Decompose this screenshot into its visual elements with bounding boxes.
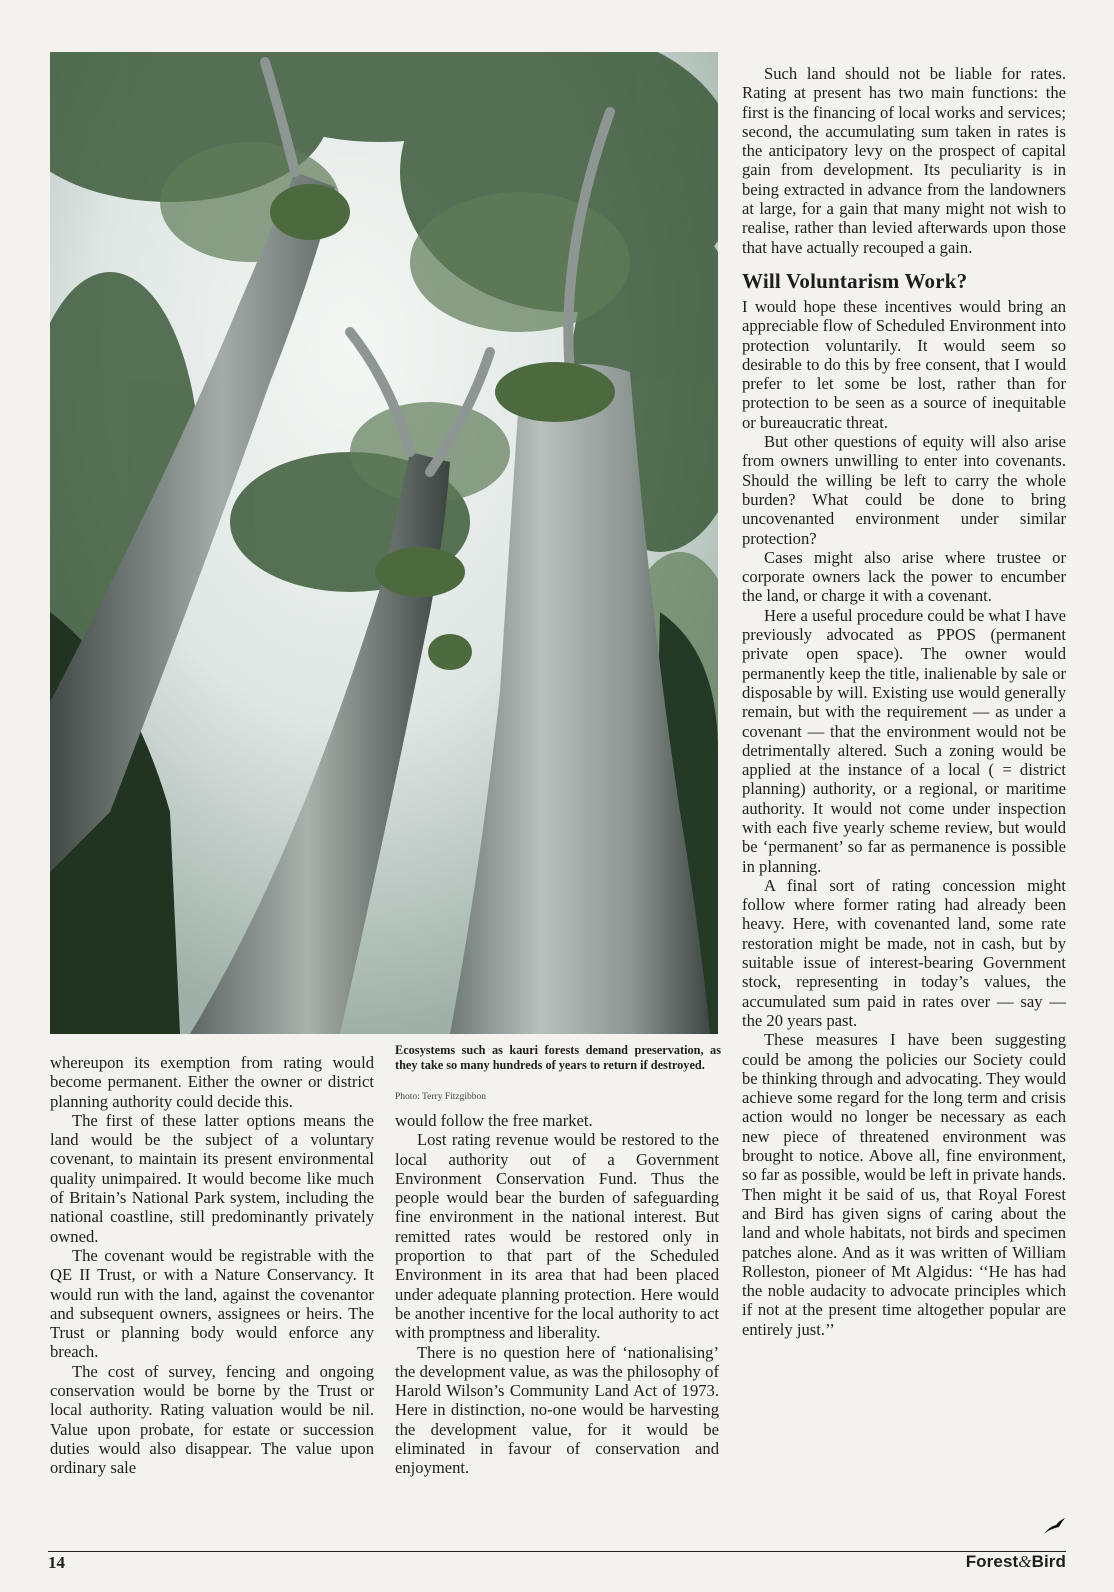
article-column-1: [50, 1053, 374, 1478]
photo-caption: Ecosystems such as kauri forests demand preservation, as they take so many hundreds of years to return if destroyed.: [395, 1043, 721, 1072]
magazine-name-ampersand: &: [1018, 1552, 1032, 1571]
paragraph: whereupon its exemption from rating would become permanent. Either the owner or district planning authority could decide this.: [50, 1053, 374, 1111]
magazine-name: [966, 1552, 1066, 1572]
kauri-forest-photo: [50, 52, 718, 1034]
kauri-trees-illustration: [50, 52, 718, 1034]
paragraph: These measures I have been suggesting could be among the policies our Society could be thinking through and advocating. They would achieve some regard for the long term and crisis action would no longer be necessary as each new piece of threatened environment was brought to notice. Above all, fine environment, so far as possible, would be left in private hands. Then might it be said of us, that Royal Forest and Bird has given signs of caring about the land and whole habitats, not birds and specimen patches alone. And as it was written of William Rolleston, pioneer of Mt Algidus: ‘‘He has had the noble audacity to advocate principles which if not at the present time altogether popular are entirely just.’’: [742, 1030, 1066, 1339]
paragraph: There is no question here of ‘nationalising’ the development value, as was the philosophy of Harold Wilson’s Community Land Act of 1973. Here in distinction, no-one would be harvesting the development value, for it would be eliminated in favour of conservation and enjoyment.: [395, 1342, 719, 1478]
paragraph: The covenant would be registrable with the QE II Trust, or with a Nature Conservancy. It would run with the land, against the covenantor and subsequent owners, assignees or heirs. The Trust or planning body would enforce any breach.: [50, 1245, 374, 1362]
paragraph: But other questions of equity will also arise from owners unwilling to enter into covenants. Should the willing be left to carry the whole burden? What could be done to bring uncovenanted environment under similar protection?: [742, 432, 1066, 548]
article-column-3: [742, 64, 1066, 1339]
magazine-name-bird: Bird: [1031, 1552, 1066, 1571]
paragraph: would follow the free market.: [395, 1111, 593, 1130]
magazine-name-forest: Forest: [965, 1552, 1019, 1571]
paragraph: Lost rating revenue would be restored to the local authority out of a Government Environment Conservation Fund. Thus the people would bear the burden of safeguarding fine environment in the national interest. But remitted rates would be restored only in proportion to that part of the Scheduled Environment in its area that had been placed under adequate planning protection. Here would be another incentive for the local authority to act with promptness and liberality.: [395, 1130, 719, 1343]
paragraph: Such land should not be liable for rates. Rating at present has two main functions: the first is the financing of local works and services; second, the accumulating sum taken in rates is the anticipatory levy on the prospect of capital gain from development. Its peculiarity is in being extracted in advance from the landowners at large, for a gain that many might not wish to realise, rather than levied afterwards upon those that have actually recouped a gain.: [742, 64, 1066, 257]
page-number: 14: [48, 1553, 65, 1572]
paragraph: I would hope these incentives would bring an appreciable flow of Scheduled Environment into protection voluntarily. It would seem so desirable to do this by free consent, that I would prefer to let some be lost, rather than for protection to be seen as a source of inequitable or bureaucratic threat.: [742, 296, 1066, 432]
paragraph: Here a useful procedure could be what I have previously advocated as PPOS (permanent private open space). The owner would permanently keep the title, inalienable by sale or disposable by will. Existing use would generally remain, but with the requirement — as under a covenant — that the environment would not be detrimentally altered. Such a zoning would be applied at the instance of a local ( = district planning) authority, or a regional, or maritime authority. It would not come under inspection with each five yearly scheme review, but would be ‘permanent’ so far as permanence is possible in planning.: [742, 605, 1066, 876]
photo-credit: Photo: Terry Fitzgibbon: [395, 1092, 486, 1102]
paragraph: Cases might also arise where trustee or corporate owners lack the power to encumber the land, or charge it with a covenant.: [742, 547, 1066, 606]
bird-end-mark-icon: [1042, 1516, 1066, 1536]
article-column-2: [395, 1111, 719, 1478]
paragraph: A final sort of rating concession might follow where former rating had already been heavy. Here, with covenanted land, some rate restoration might be made, not in cash, but by suitable issue of interest-bearing Government stock, representing in today’s values, the accumulated sum paid in rates over — say — the 20 years past.: [742, 875, 1066, 1030]
footer-rule: [48, 1551, 1066, 1552]
paragraph: The cost of survey, fencing and ongoing conservation would be borne by the Trust or local authority. Rating valuation would be nil. Value upon probate, for estate or succession duties would also disappear. The value upon ordinary sale: [50, 1361, 374, 1478]
section-heading: Will Voluntarism Work?: [742, 268, 968, 293]
paragraph: The first of these latter options means the land would be the subject of a voluntary covenant, to maintain its present environmental quality unimpaired. It would become like much of Britain’s National Park system, including the national coastline, still predominantly privately owned.: [50, 1110, 374, 1246]
